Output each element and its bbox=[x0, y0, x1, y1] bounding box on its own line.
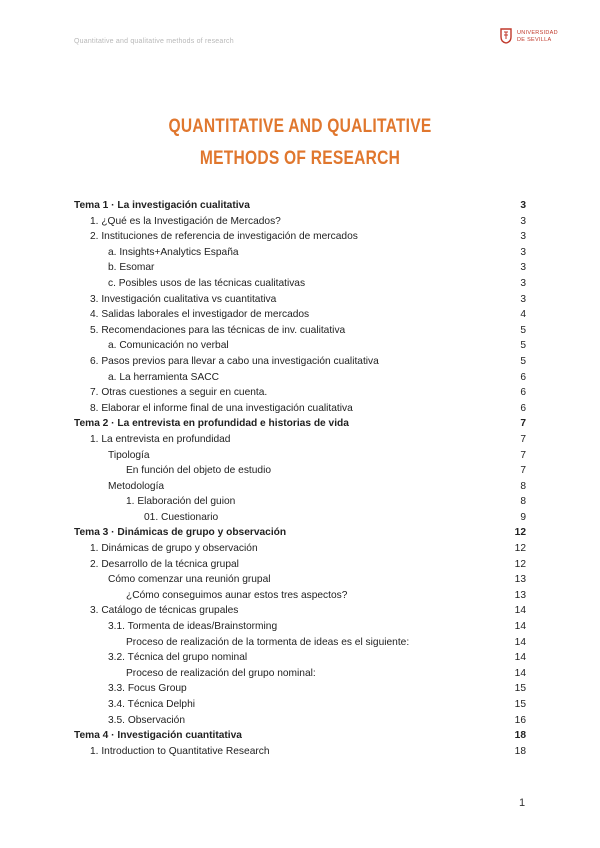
toc-chapter-entry[interactable] bbox=[74, 416, 526, 432]
toc-entry[interactable] bbox=[74, 681, 526, 697]
toc-entry-label: 3.4. Técnica Delphi bbox=[108, 699, 196, 710]
toc-entry-page: 3 bbox=[520, 231, 526, 243]
toc-entry[interactable] bbox=[74, 510, 526, 526]
toc-entry-label: 3.5. Observación bbox=[108, 714, 186, 726]
toc-entry-label: 1. ¿Qué es la Investigación de Mercados? bbox=[90, 215, 281, 227]
toc-chapter-entry[interactable] bbox=[74, 728, 526, 744]
toc-entry[interactable] bbox=[74, 479, 526, 495]
toc-entry-page: 12 bbox=[514, 527, 526, 539]
toc-entry-label: 2. Instituciones de referencia de investigación de mercados bbox=[90, 231, 358, 243]
toc-entry-label: 6. Pasos previos para llevar a cabo una investigación cualitativa bbox=[90, 355, 379, 367]
toc-entry-label: Tema 1 · La investigación cualitativa bbox=[74, 200, 250, 211]
toc-entry-page: 18 bbox=[514, 730, 526, 742]
toc-entry-label: 1. Introduction to Quantitative Research bbox=[90, 745, 270, 757]
page-number: 1 bbox=[519, 797, 526, 809]
toc-entry-label: 1. Elaboración del guion bbox=[126, 496, 236, 508]
toc-entry[interactable] bbox=[74, 541, 526, 557]
toc-entry-page: 3 bbox=[520, 200, 526, 211]
toc-entry-page: 6 bbox=[520, 387, 526, 399]
toc-entry-label: 2. Desarrollo de la técnica grupal bbox=[90, 558, 239, 570]
toc-entry-page: 13 bbox=[514, 574, 526, 586]
logo-text-line2: DE SEVILLA bbox=[517, 37, 552, 43]
toc-entry-page: 5 bbox=[520, 340, 526, 352]
toc-entry-page: 14 bbox=[514, 621, 526, 633]
document-title-line2: METHODS OF RESEARCH bbox=[199, 148, 401, 169]
toc-entry[interactable] bbox=[74, 370, 526, 386]
toc-entry-label: 8. Elaborar el informe final de una investigación cualitativa bbox=[90, 402, 353, 414]
toc-entry[interactable] bbox=[74, 603, 526, 619]
toc-entry-page: 14 bbox=[514, 667, 526, 679]
toc-entry[interactable] bbox=[74, 666, 526, 682]
toc-entry-label: a. La herramienta SACC bbox=[108, 371, 219, 383]
toc-entry-label: 1. Dinámicas de grupo y observación bbox=[90, 543, 258, 555]
toc-entry-label: a. Insights+Analytics España bbox=[108, 246, 239, 258]
toc-entry-page: 6 bbox=[520, 402, 526, 414]
toc-entry[interactable] bbox=[74, 448, 526, 464]
toc-entry-label: Tema 4 · Investigación cuantitativa bbox=[74, 730, 242, 742]
toc-entry-label: ¿Cómo conseguimos aunar estos tres aspectos? bbox=[126, 589, 348, 601]
toc-entry[interactable] bbox=[74, 494, 526, 510]
toc-entry-page: 14 bbox=[514, 652, 526, 664]
toc-entry[interactable] bbox=[74, 557, 526, 573]
toc-entry-page: 14 bbox=[514, 605, 526, 617]
toc-entry[interactable] bbox=[74, 323, 526, 339]
toc-entry-page: 4 bbox=[520, 309, 526, 321]
toc-entry-page: 9 bbox=[520, 511, 526, 523]
toc-entry[interactable] bbox=[74, 588, 526, 604]
toc-entry-label: 3.2. Técnica del grupo nominal bbox=[108, 652, 248, 664]
toc-entry-page: 3 bbox=[520, 262, 526, 274]
toc-entry-page: 16 bbox=[514, 714, 526, 726]
toc-entry[interactable] bbox=[74, 276, 526, 292]
toc-entry-page: 7 bbox=[520, 449, 526, 461]
toc-entry-label: 7. Otras cuestiones a seguir en cuenta. bbox=[90, 387, 268, 399]
toc-entry[interactable] bbox=[74, 650, 526, 666]
university-crest-icon bbox=[499, 28, 513, 44]
toc-entry-page: 8 bbox=[520, 480, 526, 492]
toc-entry[interactable] bbox=[74, 713, 526, 729]
toc-entry-label: 3.3. Focus Group bbox=[108, 683, 187, 695]
toc-entry-label: 3. Catálogo de técnicas grupales bbox=[90, 605, 239, 617]
toc-entry-label: 3.1. Tormenta de ideas/Brainstorming bbox=[108, 621, 278, 633]
toc-entry-page: 3 bbox=[520, 246, 526, 258]
toc-entry-label: 1. La entrevista en profundidad bbox=[90, 433, 231, 445]
toc-entry-page: 3 bbox=[520, 277, 526, 289]
toc-entry-label: En función del objeto de estudio bbox=[126, 465, 271, 477]
toc-entry-page: 7 bbox=[520, 465, 526, 477]
toc-entry[interactable] bbox=[74, 354, 526, 370]
toc-entry-page: 3 bbox=[520, 215, 526, 227]
toc-entry-label: a. Comunicación no verbal bbox=[108, 340, 229, 352]
toc-entry-page: 12 bbox=[514, 558, 526, 570]
toc-entry[interactable] bbox=[74, 214, 526, 230]
toc-entry[interactable] bbox=[74, 229, 526, 245]
toc-entry-label: Tema 3 · Dinámicas de grupo y observación bbox=[74, 527, 287, 539]
toc-entry[interactable] bbox=[74, 292, 526, 308]
toc-entry-label: c. Posibles usos de las técnicas cualitativas bbox=[108, 277, 306, 289]
toc-entry-label: 4. Salidas laborales el investigador de mercados bbox=[90, 309, 310, 321]
toc-entry[interactable] bbox=[74, 463, 526, 479]
table-of-contents bbox=[74, 198, 526, 759]
running-header: Quantitative and qualitative methods of research bbox=[74, 38, 234, 45]
toc-entry-page: 12 bbox=[514, 543, 526, 555]
university-logo bbox=[499, 28, 565, 48]
toc-entry-label: Metodología bbox=[108, 480, 165, 492]
toc-entry-page: 7 bbox=[520, 433, 526, 445]
toc-entry[interactable] bbox=[74, 245, 526, 261]
toc-entry[interactable] bbox=[74, 572, 526, 588]
toc-entry-page: 6 bbox=[520, 371, 526, 383]
toc-entry-page: 13 bbox=[514, 589, 526, 601]
toc-entry[interactable] bbox=[74, 260, 526, 276]
toc-entry[interactable] bbox=[74, 338, 526, 354]
toc-entry-label: Proceso de realización de la tormenta de ideas es el siguiente: bbox=[126, 636, 410, 648]
toc-entry[interactable] bbox=[74, 697, 526, 713]
toc-entry[interactable] bbox=[74, 635, 526, 651]
toc-chapter-entry[interactable] bbox=[74, 198, 526, 214]
toc-entry[interactable] bbox=[74, 619, 526, 635]
toc-entry-label: 3. Investigación cualitativa vs cuantitativa bbox=[90, 293, 277, 305]
toc-entry-page: 18 bbox=[514, 745, 526, 757]
toc-entry-label: 5. Recomendaciones para las técnicas de inv. cualitativa bbox=[90, 324, 346, 336]
toc-entry-label: Cómo comenzar una reunión grupal bbox=[108, 574, 271, 586]
toc-entry[interactable] bbox=[74, 385, 526, 401]
toc-entry-page: 5 bbox=[520, 355, 526, 367]
toc-entry-page: 14 bbox=[514, 636, 526, 648]
toc-entry-label: Tema 2 · La entrevista en profundidad e historias de vida bbox=[74, 418, 349, 430]
toc-entry[interactable] bbox=[74, 307, 526, 323]
toc-entry-page: 8 bbox=[520, 496, 526, 508]
toc-entry-page: 15 bbox=[514, 699, 526, 710]
toc-entry-page: 5 bbox=[520, 324, 526, 336]
toc-entry-page: 3 bbox=[520, 293, 526, 305]
logo-text-line1: UNIVERSIDAD bbox=[517, 30, 558, 36]
toc-entry-label: b. Esomar bbox=[108, 262, 155, 274]
document-title-line1: QUANTITATIVE AND QUALITATIVE bbox=[168, 116, 432, 137]
toc-entry-label: Proceso de realización del grupo nominal: bbox=[126, 667, 316, 679]
toc-entry[interactable] bbox=[74, 401, 526, 417]
toc-entry-page: 15 bbox=[514, 683, 526, 695]
toc-entry-label: Tipología bbox=[108, 449, 150, 461]
toc-entry-page: 7 bbox=[520, 418, 526, 430]
toc-entry[interactable] bbox=[74, 744, 526, 760]
toc-entry[interactable] bbox=[74, 432, 526, 448]
toc-chapter-entry[interactable] bbox=[74, 525, 526, 541]
toc-entry-label: 01. Cuestionario bbox=[144, 511, 219, 523]
